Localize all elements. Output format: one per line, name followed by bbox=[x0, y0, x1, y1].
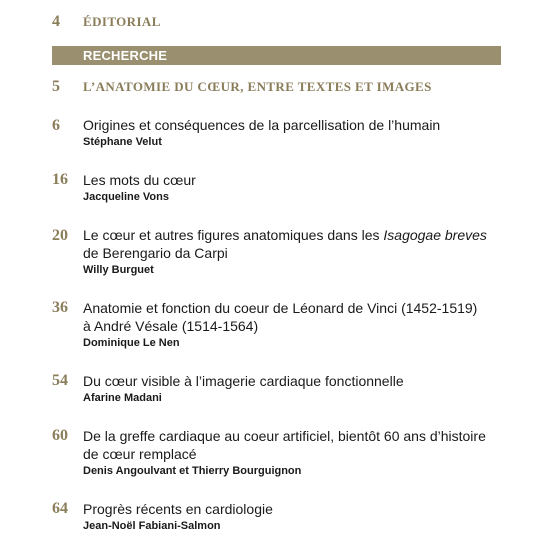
section-head-page-number: 5 bbox=[52, 78, 60, 95]
entry-title: Les mots du cœur bbox=[83, 172, 196, 188]
entry-title-line2: à André Vésale (1514-1564) bbox=[83, 318, 259, 334]
entry-author: Jean-Noël Fabiani-Salmon bbox=[83, 520, 221, 532]
entry-title: Anatomie et fonction du coeur de Léonard de Vinci (1452-1519) bbox=[83, 300, 478, 316]
entry-title bbox=[83, 226, 513, 244]
entry-title-line2: de cœur remplacé bbox=[83, 446, 197, 462]
entry-title-line2: de Berengario da Carpi bbox=[83, 245, 228, 261]
entry-page-number: 64 bbox=[52, 500, 68, 517]
entry-author: Stéphane Velut bbox=[83, 136, 162, 148]
entry-author: Afarine Madani bbox=[83, 392, 162, 404]
entry-title: Du cœur visible à l’imagerie cardiaque fonctionnelle bbox=[83, 373, 404, 389]
section-head-title: L’ANATOMIE DU CŒUR, ENTRE TEXTES ET IMAGES bbox=[83, 79, 432, 94]
entry-page-number: 36 bbox=[52, 299, 68, 316]
entry-page-number: 16 bbox=[52, 171, 68, 188]
entry-title: Progrès récents en cardiologie bbox=[83, 501, 273, 517]
entry-page-number: 60 bbox=[52, 427, 68, 444]
entry-title-italic: Isagogae breves bbox=[383, 227, 487, 243]
entry-title: Origines et conséquences de la parcellisation de l’humain bbox=[83, 117, 441, 133]
entry-author: Willy Burguet bbox=[83, 264, 154, 276]
section-label: RECHERCHE bbox=[83, 48, 168, 63]
entry-page-number: 54 bbox=[52, 372, 68, 389]
entry-author: Denis Angoulvant et Thierry Bourguignon bbox=[83, 465, 302, 477]
entry-author: Jacqueline Vons bbox=[83, 191, 169, 203]
editorial-title: ÉDITORIAL bbox=[83, 14, 161, 29]
section-bar bbox=[52, 46, 501, 65]
entry-title-text: Le cœur et autres figures anatomiques dans les bbox=[83, 227, 384, 243]
editorial-page-number: 4 bbox=[52, 13, 60, 30]
entry-author: Dominique Le Nen bbox=[83, 337, 180, 349]
entry-page-number: 6 bbox=[52, 117, 60, 134]
entry-title: De la greffe cardiaque au coeur artificiel, bientôt 60 ans d’histoire bbox=[83, 428, 486, 444]
entry-page-number: 20 bbox=[52, 227, 68, 244]
